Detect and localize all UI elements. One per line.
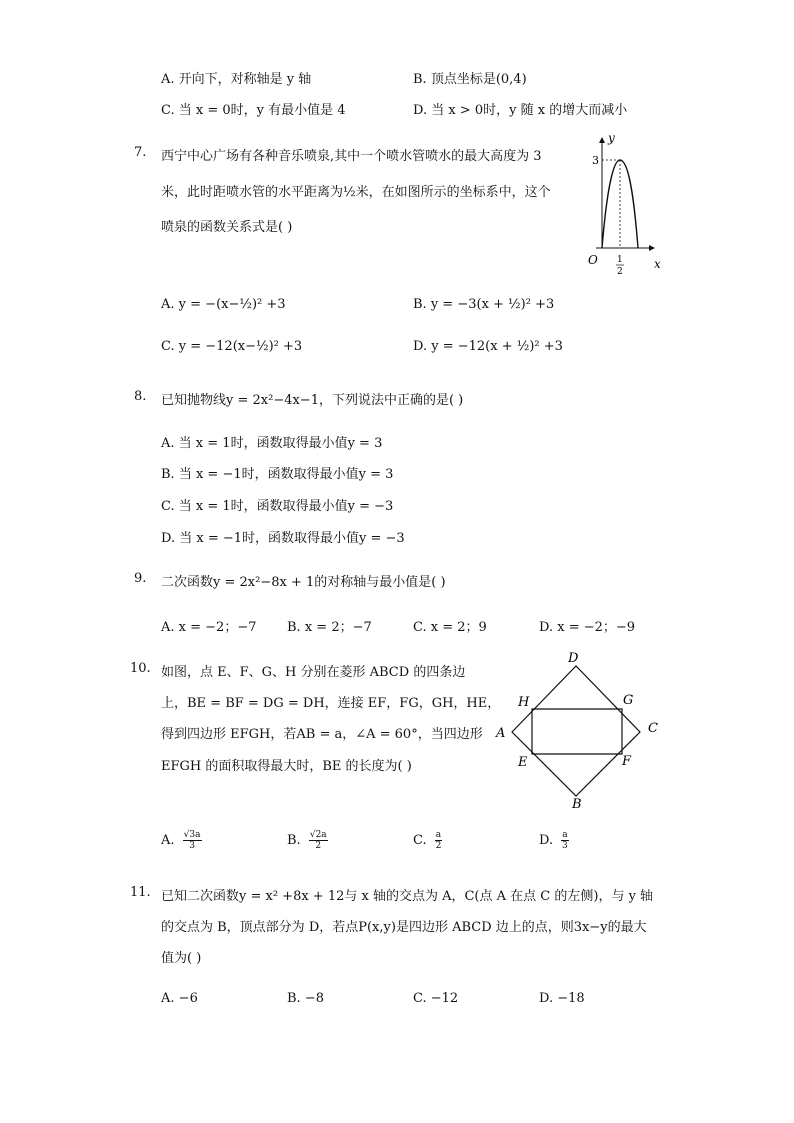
label-a: A [496,726,506,741]
q7-option-b: B. y = −3(x + ½)² +3 [413,297,555,312]
q11-option-a: A. −6 [161,991,198,1006]
q11-option-d: D. −18 [539,991,585,1006]
q7-number: 7. [134,145,147,160]
label-d: D [568,651,579,666]
q11-number: 11. [130,885,151,900]
tick-half-numerator: 1 [617,255,623,265]
q11-option-b: B. −8 [287,991,324,1006]
q10-option-c: C. $\frac{a}{2}$ [413,830,442,851]
q10-line-2: 上，BE = BF = DG = DH，连接 EF，FG，GH，HE， [161,696,501,711]
x-axis-label: x [654,257,661,271]
q10-rhombus-figure [494,648,670,810]
q7-line-1: 西宁中心广场有各种音乐喷泉,其中一个喷水管喷水的最大高度为 3 [161,149,542,164]
q9-stem: 二次函数y = 2x²−8x + 1的对称轴与最小值是( ) [161,575,446,590]
q10-b-numerator: √2a [309,830,327,840]
q8-number: 8. [134,389,147,404]
q10-line-3: 得到四边形 EFGH，若AB = a，∠A = 60°，当四边形 [161,727,483,742]
q9-option-b: B. x = 2；−7 [287,620,372,635]
q8-option-a: A. 当 x = 1时，函数取得最小值y = 3 [161,436,383,451]
q8-option-d: D. 当 x = −1时，函数取得最小值y = −3 [161,531,405,546]
q8-option-c: C. 当 x = 1时，函数取得最小值y = −3 [161,499,394,514]
q6-option-a: A. 开向下，对称轴是 y 轴 [161,72,312,87]
q11-line-1: 已知二次函数y = x² +8x + 12与 x 轴的交点为 A，C(点 A 在点 C 的左侧)，与 y 轴 [161,889,654,904]
q9-number: 9. [134,571,147,586]
q10-c-denominator: 2 [435,841,442,851]
q9-option-c: C. x = 2；9 [413,620,487,635]
q10-a-denominator: 3 [189,841,195,851]
q10-line-4: EFGH 的面积取得最大时，BE 的长度为( ) [161,759,412,774]
q10-c-numerator: a [435,830,442,840]
label-g: G [623,693,634,708]
label-h: H [518,695,530,710]
q10-d-numerator: a [562,830,568,840]
q8-option-b: B. 当 x = −1时，函数取得最小值y = 3 [161,467,394,482]
label-e: E [518,755,528,770]
q6-option-b: B. 顶点坐标是(0,4) [413,72,527,87]
q11-option-c: C. −12 [413,991,459,1006]
q9-option-d: D. x = −2；−9 [539,620,636,635]
q7-option-c: C. y = −12(x−½)² +3 [161,339,303,354]
q11-line-2: 的交点为 B，顶点部分为 D，若点P(x,y)是四边形 ABCD 边上的点，则3x−y的最大 [161,920,647,935]
q8-stem: 已知抛物线y = 2x²−4x−1，下列说法中正确的是( ) [161,393,464,408]
q7-parabola-figure [582,130,672,280]
label-b: B [572,797,582,810]
q10-option-b: B. $\frac{√2a}{2}$ [287,830,327,851]
rectangle-efgh [532,709,622,754]
tick-half-denominator: 2 [617,267,623,277]
q10-b-denominator: 2 [315,841,322,851]
q10-number: 10. [130,661,151,676]
q7-option-d: D. y = −12(x + ½)² +3 [413,339,563,354]
q10-d-denominator: 3 [562,841,568,851]
q11-line-3: 值为( ) [161,951,202,966]
label-f: F [622,754,632,769]
q10-option-a: A. $\frac{√3a}{3}$ [161,830,201,851]
q6-option-c: C. 当 x = 0时，y 有最小值是 4 [161,103,346,118]
q10-line-1: 如图，点 E、F、G、H 分别在菱形 ABCD 的四条边 [161,665,466,680]
origin-label: O [588,253,598,267]
max-value-label: 3 [592,154,599,167]
rhombus-abcd [512,666,640,796]
q7-line-2: 米，此时距喷水管的水平距离为½米，在如图所示的坐标系中，这个 [161,185,551,200]
y-axis-label: y [608,131,615,145]
q6-option-d: D. 当 x > 0时，y 随 x 的增大而减小 [413,103,628,118]
q10-option-d: D. $\frac{a}{3}$ [539,830,568,851]
q10-a-numerator: √3a [183,830,201,840]
q9-option-a: A. x = −2；−7 [161,620,257,635]
q7-line-3: 喷泉的函数关系式是( ) [161,220,293,235]
label-c: C [648,721,658,736]
q7-option-a: A. y = −(x−½)² +3 [161,297,286,312]
tick-half-label [616,255,624,277]
